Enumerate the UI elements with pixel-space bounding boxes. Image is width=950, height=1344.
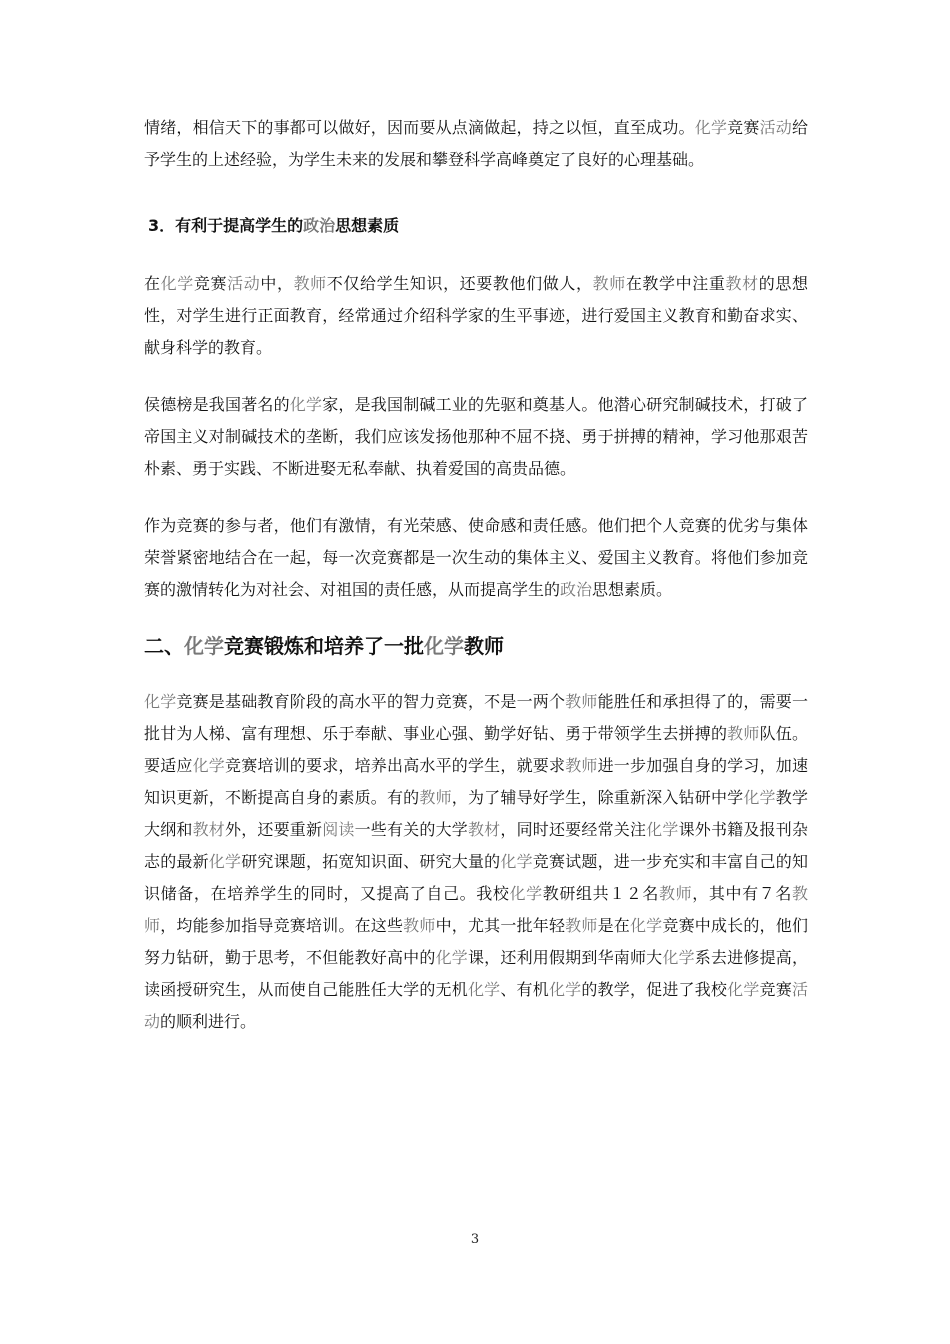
section-heading-2: 二、化学竞赛锻炼和培养了一批化学教师 [144,634,504,658]
page-number: 3 [470,1232,480,1247]
paragraph-2: 在化学竞赛活动中，教师不仅给学生知识，还要教他们做人，教师在教学中注重教材的思想性，对学生进行正面教育，经常通过介绍科学家的生平事迹，进行爱国主义教育和勤奋求实、献身科学的教育。 [144,274,808,357]
paragraph-3: 侯德榜是我国著名的化学家，是我国制碱工业的先驱和奠基人。他潜心研究制碱技术，打破了帝国主义对制碱技术的垄断，我们应该发扬他那种不屈不挠、勇于拼搏的精神，学习他那艰苦朴素、勇于实践、不断进娶无私奉献、执着爱国的高贵品德。 [144,395,808,478]
document-body [144,112,808,1038]
section-heading-3: 3．有利于提高学生的政治思想素质 [148,216,400,235]
paragraph-1: 情绪，相信天下的事都可以做好，因而要从点滴做起，持之以恒，直至成功。化学竞赛活动给予学生的上述经验，为学生未来的发展和攀登科学高峰奠定了良好的心理基础。 [144,118,808,169]
paragraph-5: 化学竞赛是基础教育阶段的高水平的智力竞赛，不是一两个教师能胜任和承担得了的，需要一批甘为人梯、富有理想、乐于奉献、事业心强、勤学好钻、勇于带领学生去拼搏的教师队伍。要适应化学竞赛培训的要求，培养出高水平的学生，就要求教师进一步加强自身的学习，加速知识更新，不断提高自身的素质。有的教师，为了辅导好学生，除重新深入钻研中学化学教学大纲和教材外，还要重新阅读一些有关的大学教材，同时还要经常关注化学课外书籍及报刊杂志的最新化学研究课题，拓宽知识面、研究大量的化学竞赛试题，进一步充实和丰富自己的知识储备，在培养学生的同时，又提高了自己。我校化学教研组共１２名教师，其中有７名教师，均能参加指导竞赛培训。在这些教师中，尤其一批年轻教师是在化学竞赛中成长的，他们努力钻研，勤于思考，不但能教好高中的化学课，还利用假期到华南师大化学系去进修提高，读函授研究生，从而使自己能胜任大学的无机化学、有机化学的教学，促进了我校化学竞赛活动的顺利进行。 [144,692,808,1031]
paragraph-4: 作为竞赛的参与者，他们有激情，有光荣感、使命感和责任感。他们把个人竞赛的优劣与集体荣誉紧密地结合在一起，每一次竞赛都是一次生动的集体主义、爱国主义教育。将他们参加竞赛的激情转化为对社会、对祖国的责任感，从而提高学生的政治思想素质。 [144,516,808,599]
